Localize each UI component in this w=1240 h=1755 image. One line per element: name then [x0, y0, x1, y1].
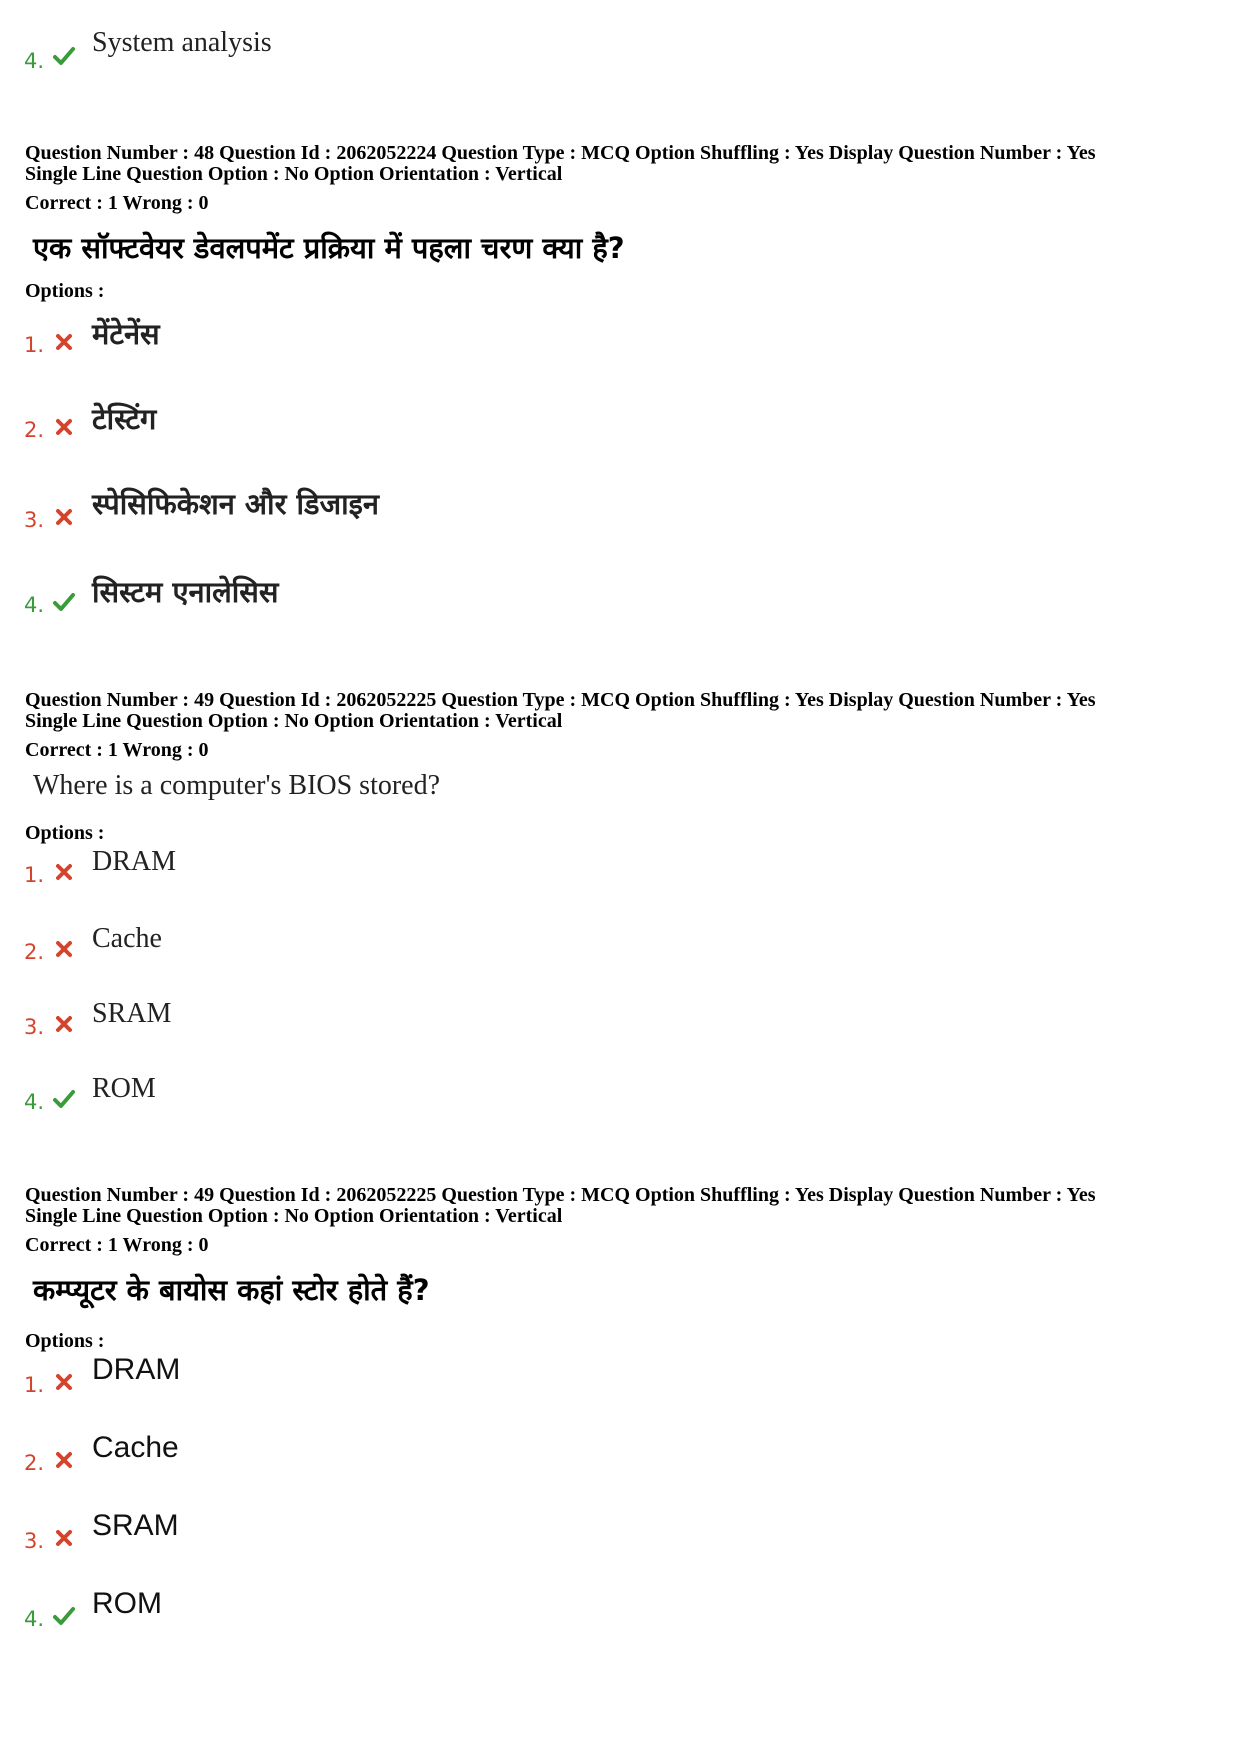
- option-number: 3.: [24, 508, 45, 532]
- cross-icon: [52, 505, 76, 529]
- question-header-line2: Single Line Question Option : No Option Orientation : Vertical: [25, 710, 563, 732]
- score-line: Correct : 1 Wrong : 0: [25, 192, 209, 214]
- cross-icon: [52, 860, 76, 884]
- question-header-line1: Question Number : 48 Question Id : 2062052224 Question Type : MCQ Option Shuffling : Yes Display Question Number : Yes: [25, 142, 1096, 164]
- question-text: Where is a computer's BIOS stored?: [33, 770, 441, 801]
- option-text: DRAM: [92, 1353, 181, 1386]
- option-text: SRAM: [92, 1509, 179, 1542]
- option-number: 3.: [24, 1015, 45, 1039]
- option-number: 1.: [24, 1373, 45, 1397]
- option-text: टेस्टिंग: [92, 402, 157, 436]
- question-text: कम्प्यूटर के बायोस कहां स्टोर होते हैं?: [33, 1273, 430, 1307]
- cross-icon: [52, 330, 76, 354]
- options-label: Options :: [25, 822, 105, 844]
- option-number: 4.: [24, 1090, 45, 1114]
- check-icon: [52, 1087, 76, 1111]
- option-text: System analysis: [92, 27, 272, 58]
- option-text: Cache: [92, 923, 162, 954]
- cross-icon: [52, 1370, 76, 1394]
- option-number: 3.: [24, 1529, 45, 1553]
- check-icon: [52, 590, 76, 614]
- option-text: मेंटेनेंस: [92, 317, 160, 351]
- option-number: 1.: [24, 333, 45, 357]
- score-line: Correct : 1 Wrong : 0: [25, 739, 209, 761]
- options-label: Options :: [25, 280, 105, 302]
- option-text: Cache: [92, 1431, 179, 1464]
- score-line: Correct : 1 Wrong : 0: [25, 1234, 209, 1256]
- option-text: DRAM: [92, 846, 177, 877]
- question-header-line1: Question Number : 49 Question Id : 2062052225 Question Type : MCQ Option Shuffling : Yes Display Question Number : Yes: [25, 1184, 1096, 1206]
- option-number: 2.: [24, 418, 45, 442]
- option-number: 2.: [24, 940, 45, 964]
- question-text: एक सॉफ्टवेयर डेवलपमेंट प्रक्रिया में पहला चरण क्या है?: [33, 231, 625, 265]
- options-label: Options :: [25, 1330, 105, 1352]
- option-number: 4.: [24, 49, 45, 73]
- check-icon: [52, 1604, 76, 1628]
- option-text: ROM: [92, 1073, 156, 1104]
- cross-icon: [52, 1012, 76, 1036]
- option-text: SRAM: [92, 998, 172, 1029]
- option-text: ROM: [92, 1587, 162, 1620]
- cross-icon: [52, 1526, 76, 1550]
- cross-icon: [52, 1448, 76, 1472]
- question-header-line2: Single Line Question Option : No Option Orientation : Vertical: [25, 163, 563, 185]
- option-number: 1.: [24, 863, 45, 887]
- question-header-line2: Single Line Question Option : No Option Orientation : Vertical: [25, 1205, 563, 1227]
- option-number: 4.: [24, 593, 45, 617]
- option-text: सिस्टम एनालेसिस: [92, 575, 279, 609]
- check-icon: [52, 44, 76, 68]
- cross-icon: [52, 937, 76, 961]
- option-number: 4.: [24, 1607, 45, 1631]
- question-header-line1: Question Number : 49 Question Id : 2062052225 Question Type : MCQ Option Shuffling : Yes Display Question Number : Yes: [25, 689, 1096, 711]
- option-text: स्पेसिफिकेशन और डिजाइन: [92, 487, 379, 521]
- cross-icon: [52, 415, 76, 439]
- option-number: 2.: [24, 1451, 45, 1475]
